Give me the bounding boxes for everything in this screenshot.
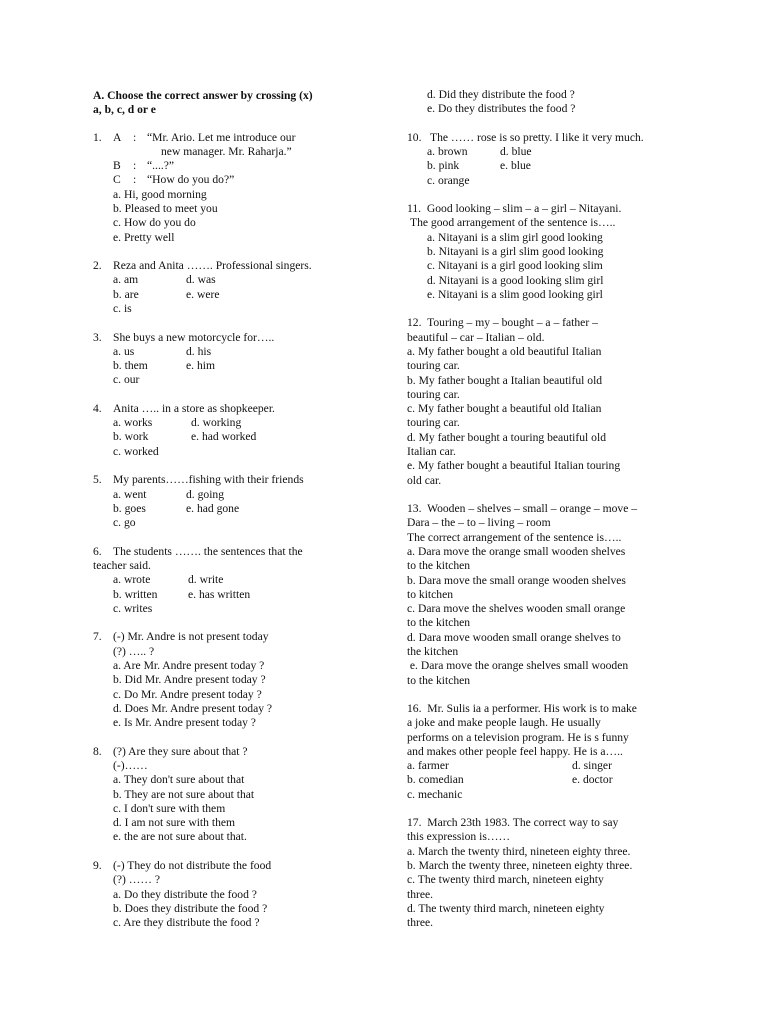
question-line: to the kitchen bbox=[407, 674, 471, 687]
option-a: a. am bbox=[113, 273, 139, 286]
option: a. Are Mr. Andre present today ? bbox=[113, 659, 265, 672]
option: a. Do they distribute the food ? bbox=[113, 888, 257, 901]
question-stem: Reza and Anita ……. Professional singers. bbox=[113, 259, 312, 272]
question-stem-line-2: (-)…… bbox=[113, 759, 148, 772]
option-a: a. us bbox=[113, 345, 135, 358]
question-number: 5. bbox=[93, 473, 102, 486]
option-e: e. has written bbox=[188, 588, 251, 601]
option-a: a. farmer bbox=[407, 759, 449, 772]
option-e: e. blue bbox=[500, 159, 531, 172]
question-number: 9. bbox=[93, 859, 102, 872]
option-e: e. him bbox=[186, 359, 215, 372]
question-line: this expression is…… bbox=[407, 830, 511, 843]
question-line: d. Dara move wooden small orange shelves to bbox=[407, 631, 621, 644]
question-line: e. My father bought a beautiful Italian touring bbox=[407, 459, 621, 472]
question-line: touring car. bbox=[407, 416, 460, 429]
question-line: Dara – the – to – living – room bbox=[407, 516, 551, 529]
option-d: d. write bbox=[188, 573, 224, 586]
option-b: b. goes bbox=[113, 502, 146, 515]
question-stem-line-1: (-) They do not distribute the food bbox=[113, 859, 272, 872]
option: e. Nitayani is a slim good looking girl bbox=[427, 288, 603, 301]
option: d. Nitayani is a good looking slim girl bbox=[427, 274, 604, 287]
question-line: b. March the twenty three, nineteen eighty three. bbox=[407, 859, 633, 872]
question-line: to the kitchen bbox=[407, 559, 471, 572]
question-line: 13. Wooden – shelves – small – orange – move – bbox=[407, 502, 638, 515]
question-stem-line-1: 11. Good looking – slim – a – girl – Nitayani. bbox=[407, 202, 622, 215]
speaker-b-label: B bbox=[113, 159, 121, 172]
option-b: b. are bbox=[113, 288, 139, 301]
question-line: the kitchen bbox=[407, 645, 459, 658]
option-e: e. were bbox=[186, 288, 220, 301]
question-line: to the kitchen bbox=[407, 616, 471, 629]
question-line: a joke and make people laugh. He usually bbox=[407, 716, 601, 729]
speaker-a-colon: : bbox=[133, 131, 137, 144]
question-stem: Anita ….. in a store as shopkeeper. bbox=[113, 402, 275, 415]
option: d. Did they distribute the food ? bbox=[427, 88, 575, 101]
option-c: c. mechanic bbox=[407, 788, 463, 801]
question-line: three. bbox=[407, 916, 434, 929]
question-stem-line-2: (?) …… ? bbox=[113, 873, 160, 886]
option-a: a. works bbox=[113, 416, 153, 429]
question-line: to kitchen bbox=[407, 588, 454, 601]
option-c: c. go bbox=[113, 516, 136, 529]
option-d: d. his bbox=[186, 345, 212, 358]
question-stem-line-2: The good arrangement of the sentence is….. bbox=[410, 216, 616, 229]
question-stem: She buys a new motorcycle for….. bbox=[113, 331, 275, 344]
option: e. Do they distributes the food ? bbox=[427, 102, 576, 115]
option-b: b. pink bbox=[427, 159, 460, 172]
option: a. Nitayani is a slim girl good looking bbox=[427, 231, 603, 244]
speaker-b-colon: : bbox=[133, 159, 137, 172]
speaker-b-line: “....?” bbox=[147, 159, 175, 172]
question-line: a. March the twenty third, nineteen eighty three. bbox=[407, 845, 631, 858]
option-d: d. working bbox=[191, 416, 242, 429]
option: b. Did Mr. Andre present today ? bbox=[113, 673, 266, 686]
option: d. I am not sure with them bbox=[113, 816, 236, 829]
question-number: 8. bbox=[93, 745, 102, 758]
option-e: e. doctor bbox=[572, 773, 613, 786]
option-e: e. had worked bbox=[191, 430, 257, 443]
question-line: performs on a television program. He is s funny bbox=[407, 731, 629, 744]
option: b. Nitayani is a girl slim good looking bbox=[427, 245, 604, 258]
question-line: 12. Touring – my – bought – a – father – bbox=[407, 316, 598, 329]
option-c: c. worked bbox=[113, 445, 159, 458]
option-e: e. had gone bbox=[186, 502, 240, 515]
question-line: b. My father bought a Italian beautiful old bbox=[407, 374, 603, 387]
question-line: 16. Mr. Sulis ia a performer. His work is to make bbox=[407, 702, 637, 715]
option-c: c. is bbox=[113, 302, 132, 315]
option: c. How do you do bbox=[113, 216, 196, 229]
question-number: 3. bbox=[93, 331, 102, 344]
question-line: a. Dara move the orange small wooden shelves bbox=[407, 545, 626, 558]
speaker-a-line-2: new manager. Mr. Raharja.” bbox=[161, 145, 292, 158]
instruction-line-1: A. Choose the correct answer by crossing (x) bbox=[93, 89, 313, 102]
option-a: a. wrote bbox=[113, 573, 151, 586]
question-line: c. Dara move the shelves wooden small orange bbox=[407, 602, 626, 615]
option-c: c. writes bbox=[113, 602, 153, 615]
option: c. Nitayani is a girl good looking slim bbox=[427, 259, 603, 272]
option: d. Does Mr. Andre present today ? bbox=[113, 702, 273, 715]
speaker-c-line: “How do you do?” bbox=[147, 173, 235, 186]
option: c. I don't sure with them bbox=[113, 802, 226, 815]
question-line: beautiful – car – Italian – old. bbox=[407, 331, 545, 344]
question-line: c. My father bought a beautiful old Italian bbox=[407, 402, 602, 415]
speaker-c-colon: : bbox=[133, 173, 137, 186]
question-stem-line-1: The students ……. the sentences that the bbox=[113, 545, 303, 558]
option: b. Does they distribute the food ? bbox=[113, 902, 268, 915]
question-stem-line-1: (?) Are they sure about that ? bbox=[113, 745, 248, 758]
option: a. Hi, good morning bbox=[113, 188, 207, 201]
option-a: a. brown bbox=[427, 145, 468, 158]
option-b: b. them bbox=[113, 359, 148, 372]
option-c: c. orange bbox=[427, 174, 470, 187]
option-a: a. went bbox=[113, 488, 147, 501]
question-stem: The …… rose is so pretty. I like it very much. bbox=[430, 131, 644, 144]
option: c. Are they distribute the food ? bbox=[113, 916, 260, 929]
question-line: d. My father bought a touring beautiful old bbox=[407, 431, 606, 444]
option-b: b. work bbox=[113, 430, 149, 443]
question-line: b. Dara move the small orange wooden shelves bbox=[407, 574, 626, 587]
option: e. Pretty well bbox=[113, 231, 175, 244]
question-line: 17. March 23th 1983. The correct way to say bbox=[407, 816, 619, 829]
question-number: 6. bbox=[93, 545, 102, 558]
question-line: c. The twenty third march, nineteen eighty bbox=[407, 873, 604, 886]
speaker-a-line-1: “Mr. Ario. Let me introduce our bbox=[147, 131, 296, 144]
question-line: touring car. bbox=[407, 388, 460, 401]
option-c: c. our bbox=[113, 373, 140, 386]
option: e. the are not sure about that. bbox=[113, 830, 247, 843]
option: b. They are not sure about that bbox=[113, 788, 255, 801]
question-stem-line-1: (-) Mr. Andre is not present today bbox=[113, 630, 269, 643]
question-line: The correct arrangement of the sentence is….. bbox=[407, 531, 622, 544]
option: a. They don't sure about that bbox=[113, 773, 245, 786]
speaker-a-label: A bbox=[113, 131, 122, 144]
question-line: a. My father bought a old beautiful Italian bbox=[407, 345, 602, 358]
option: b. Pleased to meet you bbox=[113, 202, 218, 215]
option-d: d. singer bbox=[572, 759, 612, 772]
option-d: d. going bbox=[186, 488, 225, 501]
question-line: three. bbox=[407, 888, 434, 901]
question-line: d. The twenty third march, nineteen eighty bbox=[407, 902, 605, 915]
option-b: b. written bbox=[113, 588, 158, 601]
option-d: d. blue bbox=[500, 145, 532, 158]
speaker-c-label: C bbox=[113, 173, 121, 186]
option-b: b. comedian bbox=[407, 773, 464, 786]
question-line: old car. bbox=[407, 474, 442, 487]
question-stem-line-2: (?) ….. ? bbox=[113, 645, 155, 658]
question-line: e. Dara move the orange shelves small wooden bbox=[407, 659, 629, 672]
question-number: 2. bbox=[93, 259, 102, 272]
question-stem: My parents……fishing with their friends bbox=[113, 473, 304, 486]
question-number: 4. bbox=[93, 402, 102, 415]
option: c. Do Mr. Andre present today ? bbox=[113, 688, 262, 701]
option: e. Is Mr. Andre present today ? bbox=[113, 716, 256, 729]
question-line: Italian car. bbox=[407, 445, 456, 458]
option-d: d. was bbox=[186, 273, 216, 286]
instruction-line-2: a, b, c, d or e bbox=[93, 103, 156, 116]
question-number: 7. bbox=[93, 630, 102, 643]
question-number: 1. bbox=[93, 131, 102, 144]
question-stem-line-2: teacher said. bbox=[93, 559, 151, 572]
question-number: 10. bbox=[407, 131, 422, 144]
question-line: touring car. bbox=[407, 359, 460, 372]
question-line: and makes other people feel happy. He is a….. bbox=[407, 745, 623, 758]
